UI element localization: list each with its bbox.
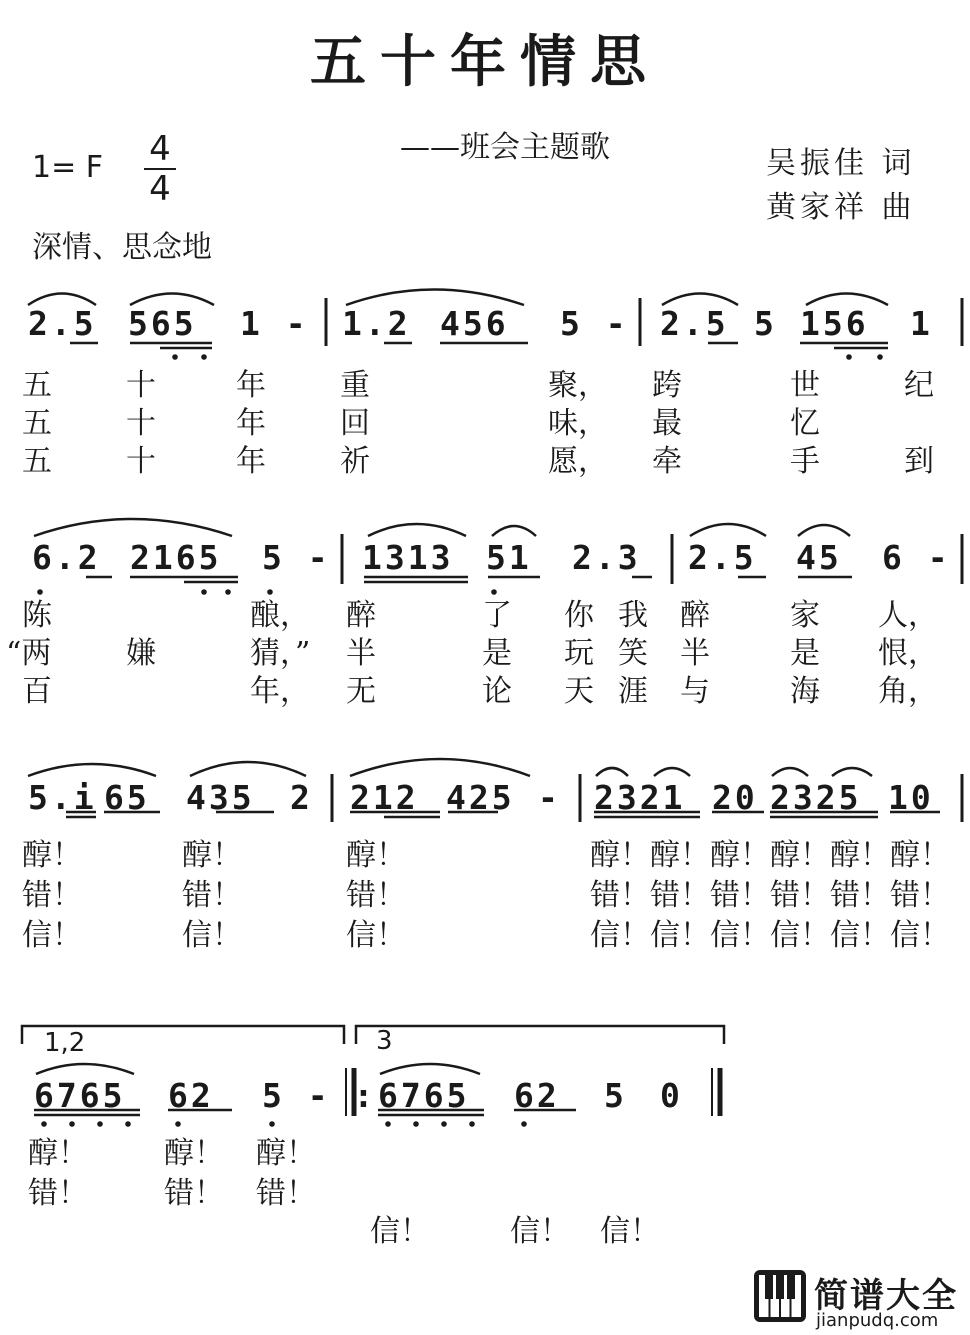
lyric-word: 错！ xyxy=(22,878,82,913)
note-group: - xyxy=(538,778,561,817)
octave-dot xyxy=(385,1121,391,1127)
octave-dot xyxy=(175,1121,181,1127)
watermark-name: 简谱大全 xyxy=(814,1276,958,1316)
lyric-word: 醇！ xyxy=(28,1136,88,1171)
lyric-char: 聚， xyxy=(548,368,608,403)
lyric-char: 味， xyxy=(548,406,608,441)
note-group: 6 - xyxy=(882,538,951,577)
note-group: 45 xyxy=(796,538,842,577)
note-group: 20 xyxy=(712,778,758,817)
slur xyxy=(34,519,232,536)
lyric-char: 海 xyxy=(790,674,820,709)
lyric-char: 半 xyxy=(346,636,376,671)
lyric-word: 错！ xyxy=(182,878,242,913)
slur xyxy=(798,525,850,536)
note-group: 2.5 xyxy=(660,304,729,343)
slur xyxy=(346,290,524,306)
slur xyxy=(690,524,766,536)
note-group: 62 xyxy=(168,1076,214,1115)
octave-dot xyxy=(41,1121,47,1127)
note-group: 5 xyxy=(604,1076,627,1115)
lyric-word: 醇！ xyxy=(346,838,406,873)
note-group: 5 - : xyxy=(262,1076,377,1115)
note-group: 5.i xyxy=(28,778,97,817)
row4-notation-marks xyxy=(0,1018,970,1128)
note-group: 5 xyxy=(754,304,777,343)
lyric-char: 陈 xyxy=(22,598,52,633)
lyric-char: 半 xyxy=(680,636,710,671)
note-group: 0 xyxy=(660,1076,683,1115)
time-signature-bottom: 4 xyxy=(149,169,171,209)
volta-bracket-2 xyxy=(356,1026,724,1044)
lyric-char: 恨， xyxy=(878,636,938,671)
lyric-char: 十 xyxy=(126,444,156,479)
note-group: 2325 xyxy=(770,778,862,817)
note-group: 435 xyxy=(186,778,255,817)
note-group: 1 xyxy=(910,304,933,343)
lyric-char: 十 xyxy=(126,406,156,441)
note-group: 10 xyxy=(888,778,934,817)
lyric-char: 祈 xyxy=(340,444,370,479)
lyric-word: 错！ xyxy=(256,1176,316,1211)
song-subtitle: ——班会主题歌 xyxy=(400,130,610,165)
lyric-char: 牵 xyxy=(652,444,682,479)
time-signature-top: 4 xyxy=(149,129,171,169)
slur xyxy=(36,1064,134,1074)
lyric-word: 醇！ xyxy=(182,838,242,873)
lyric-char: 是 xyxy=(790,636,820,671)
note-group: 2 xyxy=(290,778,313,817)
octave-dot xyxy=(225,589,231,595)
lyric-word: 错！错！错！错！错！错！ xyxy=(590,878,950,913)
lyric-word: 信！ xyxy=(600,1214,660,1249)
octave-dot xyxy=(201,589,207,595)
octave-dot xyxy=(201,354,207,360)
note-group: 2321 xyxy=(594,778,686,817)
note-group: 5 - xyxy=(560,304,629,343)
octave-dot xyxy=(521,1121,527,1127)
octave-dot xyxy=(441,1121,447,1127)
octave-dot xyxy=(877,354,883,360)
lyric-word: 错！ xyxy=(346,878,406,913)
lyric-word: 错！ xyxy=(164,1176,224,1211)
site-watermark xyxy=(752,1268,962,1332)
slur xyxy=(772,768,808,776)
octave-dot xyxy=(97,1121,103,1127)
slur xyxy=(368,524,466,536)
lyric-char: 年， xyxy=(250,674,310,709)
note-group: 425 xyxy=(446,778,515,817)
note-group: 5 - xyxy=(262,538,331,577)
lyric-char: 十 xyxy=(126,368,156,403)
octave-dot xyxy=(269,1121,275,1127)
lyric-word: 错！ xyxy=(28,1176,88,1211)
note-group: 156 xyxy=(800,304,869,343)
octave-dot xyxy=(125,1121,131,1127)
lyric-char: 角， xyxy=(878,674,938,709)
lyric-char: 五 xyxy=(22,444,52,479)
lyric-char: 百 xyxy=(22,674,52,709)
octave-dot xyxy=(69,1121,75,1127)
lyric-char: 与 xyxy=(680,674,710,709)
lyric-word: 信！ xyxy=(182,918,242,953)
lyric-char: 醉 xyxy=(346,598,376,633)
lyric-char: 猜，” xyxy=(250,636,311,671)
lyric-char: 家 xyxy=(790,598,820,633)
note-group: 65 xyxy=(104,778,150,817)
note-group: 2165 xyxy=(130,538,222,577)
lyric-word: 信！ xyxy=(22,918,82,953)
slur xyxy=(832,768,872,776)
note-group: 1.2 xyxy=(342,304,411,343)
lyric-word: 醇！ xyxy=(22,838,82,873)
lyric-char: 手 xyxy=(790,444,820,479)
note-group: 6765 xyxy=(34,1076,126,1115)
lyric-char: 是 xyxy=(482,636,512,671)
lyric-word: 醇！ xyxy=(256,1136,316,1171)
lyric-char: 天 xyxy=(564,674,594,709)
lyric-char: 醉 xyxy=(680,598,710,633)
lyric-word: 信！信！信！信！信！信！ xyxy=(590,918,950,953)
octave-dot xyxy=(846,354,852,360)
volta-label-2: 3 xyxy=(376,1026,393,1056)
note-group: 2.5 xyxy=(28,304,97,343)
note-group: 456 xyxy=(440,304,509,343)
lyric-char: 了 xyxy=(482,598,512,633)
lyric-char: 我 xyxy=(618,598,648,633)
lyric-char: 五 xyxy=(22,368,52,403)
slur xyxy=(380,1064,480,1074)
watermark-url: jianpudq.com xyxy=(816,1310,939,1331)
lyric-char: 无 xyxy=(346,674,376,709)
lyric-char: 纪 xyxy=(904,368,934,403)
note-group: 1313 xyxy=(362,538,454,577)
note-group: 2.5 xyxy=(688,538,757,577)
lyric-char: 玩 xyxy=(564,636,594,671)
slur xyxy=(350,759,530,776)
lyric-char: 世 xyxy=(790,368,820,403)
lyric-char: 五 xyxy=(22,406,52,441)
lyric-char: 年 xyxy=(236,406,266,441)
slur xyxy=(28,764,156,776)
key-signature: 1= F xyxy=(32,150,104,185)
lyric-char: 人， xyxy=(878,598,938,633)
lyric-char: “两 xyxy=(6,636,52,671)
lyric-char: 年 xyxy=(236,368,266,403)
lyric-char: 回 xyxy=(340,406,370,441)
note-group: 1 - xyxy=(240,304,309,343)
lyric-word: 信！ xyxy=(510,1214,570,1249)
slur xyxy=(492,526,536,536)
composer-credit: 黄家祥 曲 xyxy=(766,190,916,225)
note-group: 51 xyxy=(486,538,532,577)
lyric-char: 你 xyxy=(564,598,594,633)
lyric-char: 论 xyxy=(482,674,512,709)
lyricist-credit: 吴振佳 词 xyxy=(766,146,916,181)
lyric-char: 涯 xyxy=(618,674,648,709)
lyric-word: 醇！醇！醇！醇！醇！醇！ xyxy=(590,838,950,873)
lyric-word: 醇！ xyxy=(164,1136,224,1171)
note-group: 212 xyxy=(350,778,419,817)
slur xyxy=(596,768,628,776)
slur xyxy=(654,768,690,776)
lyric-char: 忆 xyxy=(790,406,820,441)
octave-dot xyxy=(413,1121,419,1127)
lyric-char: 酿， xyxy=(250,598,310,633)
lyric-char: 跨 xyxy=(652,368,682,403)
volta-label-1: 1,2 xyxy=(44,1028,86,1058)
time-signature xyxy=(140,129,180,209)
lyric-char: 笑 xyxy=(618,636,648,671)
lyric-word: 信！ xyxy=(370,1214,430,1249)
lyric-char: 嫌 xyxy=(126,636,156,671)
tempo-marking: 深情、思念地 xyxy=(32,230,212,265)
octave-dot xyxy=(172,354,178,360)
lyric-char: 重 xyxy=(340,368,370,403)
lyric-char: 最 xyxy=(652,406,682,441)
lyric-char: 年 xyxy=(236,444,266,479)
lyric-char: 愿， xyxy=(548,444,608,479)
song-title: 五十年情思 xyxy=(310,29,660,95)
slur xyxy=(190,762,306,776)
octave-dot xyxy=(469,1121,475,1127)
note-group: 6.2 xyxy=(32,538,101,577)
note-group: 6765 xyxy=(378,1076,470,1115)
note-group: 2.3 xyxy=(572,538,641,577)
lyric-word: 信！ xyxy=(346,918,406,953)
note-group: 565 xyxy=(128,304,197,343)
lyric-char: 到 xyxy=(904,444,934,479)
piano-keys-icon xyxy=(752,1268,810,1328)
note-group: 62 xyxy=(514,1076,560,1115)
